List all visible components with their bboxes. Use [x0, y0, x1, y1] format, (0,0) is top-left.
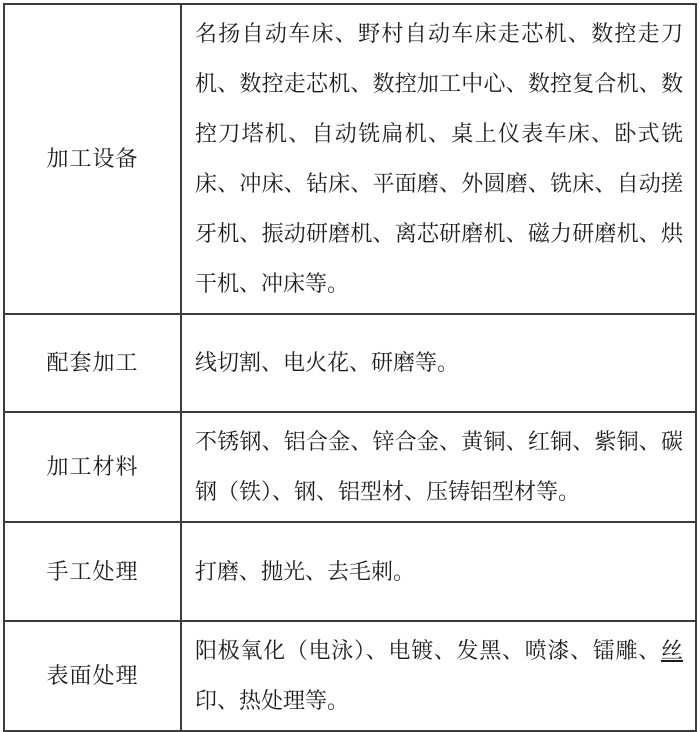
spec-table — [3, 3, 697, 732]
table-row-manual-processing — [4, 522, 696, 621]
row-header-processing-materials: 加工材料 — [4, 412, 181, 522]
row-content-processing-materials: 不锈钢、铝合金、锌合金、黄铜、红铜、紫铜、碳钢（铁）、钢、铝型材、压铸铝型材等。 — [181, 412, 696, 522]
row-header-processing-equipment: 加工设备 — [4, 4, 181, 314]
row-content-surface-treatment — [181, 621, 696, 731]
table-row-processing-materials — [4, 412, 696, 522]
row-content-supporting-processing: 线切割、电火花、研磨等。 — [181, 314, 696, 412]
row-header-supporting-processing: 配套加工 — [4, 314, 181, 412]
row-header-surface-treatment: 表面处理 — [4, 621, 181, 731]
surface-treatment-text-post: 印、热处理等。 — [195, 688, 350, 713]
row-content-manual-processing: 打磨、抛光、去毛刺。 — [181, 522, 696, 621]
table-row-surface-treatment — [4, 621, 696, 731]
row-header-manual-processing: 手工处理 — [4, 522, 181, 621]
row-content-processing-equipment: 名扬自动车床、野村自动车床走芯机、数控走刀机、数控走芯机、数控加工中心、数控复合机、数控刀塔机、自动铣扁机、桌上仪表车床、卧式铣床、冲床、钻床、平面磨、外圆磨、铣床、自动搓牙机、振动研磨机、离芯研磨机、磁力研磨机、烘干机、冲床等。 — [181, 4, 696, 314]
table-row-supporting-processing — [4, 314, 696, 412]
surface-treatment-text-underlined: 丝 — [660, 638, 683, 663]
surface-treatment-text-pre: 阳极氧化（电泳）、电镀、发黑、喷漆、镭雕、 — [195, 638, 661, 663]
table-row-processing-equipment — [4, 4, 696, 314]
spec-table-body — [4, 4, 696, 731]
